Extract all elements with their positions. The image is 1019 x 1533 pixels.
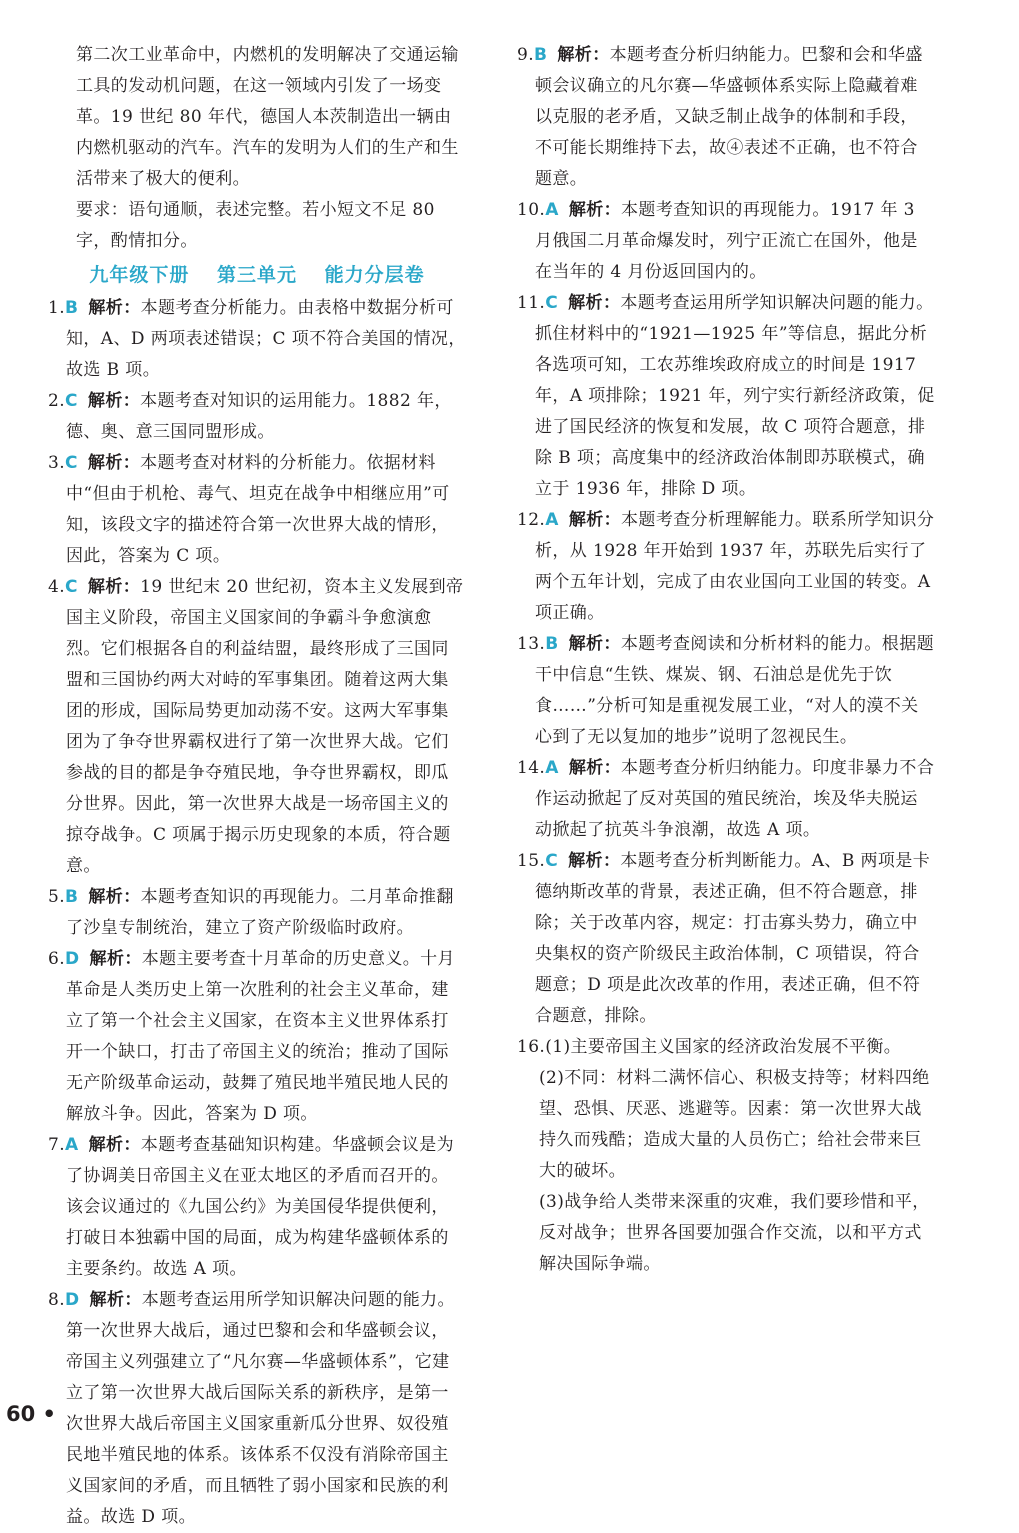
answer-item: 4.C 解析：19 世纪末 20 世纪初，资本主义发展到帝国主义阶段，帝国主义国家间的争霸斗争愈演愈烈。它们根据各自的利益结盟，最终形成了三国同盟和三国协约两大对峙的军事集团。随着这两大集团的形成，国际局势更加动荡不安。这两大军事集团为了争夺世界霸权进行了第一次世界大战。它们参战的目的都是争夺殖民地，争夺世界霸权，即瓜分世界。因此，第一次世界大战是一场帝国主义的掠夺战争。C 项属于揭示历史现象的本质，符合题意。 [48, 577, 464, 876]
answer-letter: A [545, 200, 559, 220]
answer-letter: A [65, 1135, 79, 1155]
answer-letter: C [545, 293, 559, 313]
answer-item-16: 16.(1)主要帝国主义国家的经济政治发展不平衡。 [517, 1037, 902, 1057]
answer-letter: C [65, 453, 78, 473]
answer-item: 5.B 解析：本题考查知识的再现能力。二月革命推翻了沙皇专制统治，建立了资产阶级临时政府。 [48, 887, 454, 938]
answer-item: 2.C 解析：本题考查对知识的运用能力。1882 年，德、奥、意三国同盟形成。 [48, 391, 452, 442]
section-unit: 第三单元 [216, 264, 297, 286]
answer-item: 8.D 解析：本题考查运用所学知识解决问题的能力。第一次世界大战后，通过巴黎和会和华盛顿会议，帝国主义列强建立了“凡尔赛—华盛顿体系”，它建立了第一次世界大战后国际关系的新秩序，是第一次世界大战后帝国主义国家重新瓜分世界、奴役殖民地半殖民地的体系。该体系不仅没有消除帝国主义国家间的矛盾，而且牺牲了弱小国家和民族的利益。故选 D 项。 [48, 1290, 455, 1527]
answer-item: 7.A 解析：本题考查基础知识构建。华盛顿会议是为了协调美日帝国主义在亚太地区的矛盾而召开的。该会议通过的《九国公约》为美国侵华提供便利，打破日本独霸中国的局面，成为构建华盛顿体系的主要条约。故选 A 项。 [48, 1135, 454, 1279]
answer-letter: B [534, 45, 548, 65]
answer-item: 13.B 解析：本题考查阅读和分析材料的能力。根据题干中信息“生铁、煤炭、钢、石油总是优先于饮食……”分析可知是重视发展工业，“对人的漠不关心到了无以复加的地步”说明了忽视民生。 [517, 634, 935, 747]
answer-item: 1.B 解析：本题考查分析能力。由表格中数据分析可知，A、D 两项表述错误；C 项不符合美国的情况，故选 B 项。 [48, 298, 466, 380]
answer-item: 15.C 解析：本题考查分析判断能力。A、B 两项是卡德纳斯改革的背景，表述正确，但不符合题意，排除；关于改革内容，规定：打击寡头势力，确立中央集权的资产阶级民主政治体制，C 项错误，符合题意；D 项是此次改革的作用，表述正确，但不符合题意，排除。 [517, 851, 931, 1026]
q16-part-2: (2)不同：材料二满怀信心、积极支持等；材料四绝望、恐惧、厌恶、逃避等。因素：第一次世界大战持久而残酷；造成大量的人员伤亡；给社会带来巨大的破坏。 [539, 1068, 930, 1181]
section-heading [48, 260, 466, 291]
intro-paragraph: 第二次工业革命中，内燃机的发明解决了交通运输工具的发动机问题，在这一领域内引发了一场变革。19 世纪 80 年代，德国人本茨制造出一辆由内燃机驱动的汽车。汽车的发明为人们的生产和生活带来了极大的便利。 [76, 45, 459, 189]
answer-item: 10.A 解析：本题考查知识的再现能力。1917 年 3 月俄国二月革命爆发时，列宁正流亡在国外，他是在当年的 4 月份返回国内的。 [517, 200, 918, 282]
page-number: 60 • [6, 1402, 56, 1426]
answer-letter: C [65, 577, 78, 597]
answer-item: 14.A 解析：本题考查分析归纳能力。印度非暴力不合作运动掀起了反对英国的殖民统治，埃及华夫脱运动掀起了抗英斗争浪潮，故选 A 项。 [517, 758, 935, 840]
answer-letter: D [65, 949, 80, 969]
left-column [48, 40, 466, 1533]
answer-letter: A [545, 758, 559, 778]
section-title: 能力分层卷 [324, 264, 425, 286]
intro-requirement: 要求：语句通顺，表述完整。若小短文不足 80 字，酌情扣分。 [76, 200, 435, 251]
right-column [517, 40, 935, 1280]
answer-letter: B [65, 298, 79, 318]
answer-letter: C [545, 851, 559, 871]
section-grade: 九年级下册 [89, 264, 190, 286]
q16-part-3: (3)战争给人类带来深重的灾难，我们要珍惜和平，反对战争；世界各国要加强合作交流，以和平方式解决国际争端。 [539, 1192, 930, 1274]
answer-letter: B [545, 634, 559, 654]
answer-letter: A [545, 510, 559, 530]
answer-letter: D [65, 1290, 80, 1310]
answer-item: 11.C 解析：本题考查运用所学知识解决问题的能力。抓住材料中的“1921—1925 年”等信息，据此分析各选项可知，工农苏维埃政府成立的时间是 1917 年，A 项排除；1921 年，列宁实行新经济政策，促进了国民经济的恢复和发展，故 C 项符合题意，排除 B 项；高度集中的经济政治体制即苏联模式，确立于 1936 年，排除 D 项。 [517, 293, 935, 499]
answer-item: 3.C 解析：本题考查对材料的分析能力。依据材料中“但由于机枪、毒气、坦克在战争中相继应用”可知，该段文字的描述符合第一次世界大战的情形，因此，答案为 C 项。 [48, 453, 450, 566]
q16-part-1: (1)主要帝国主义国家的经济政治发展不平衡。 [545, 1037, 902, 1057]
answer-item: 12.A 解析：本题考查分析理解能力。联系所学知识分析，从 1928 年开始到 1937 年，苏联先后实行了两个五年计划，完成了由农业国向工业国的转变。A 项正确。 [517, 510, 935, 623]
answer-letter: C [65, 391, 78, 411]
answer-letter: B [65, 887, 79, 907]
answer-item: 9.B 解析：本题考查分析归纳能力。巴黎和会和华盛顿会议确立的凡尔赛—华盛顿体系实际上隐藏着难以克服的老矛盾，又缺乏制止战争的体制和手段，不可能长期维持下去，故④表述不正确，也不符合题意。 [517, 45, 923, 189]
answer-item: 6.D 解析：本题主要考查十月革命的历史意义。十月革命是人类历史上第一次胜利的社会主义革命，建立了第一个社会主义国家，在资本主义世界体系打开一个缺口，打击了帝国主义的统治；推动了国际无产阶级革命运动，鼓舞了殖民地半殖民地人民的解放斗争。因此，答案为 D 项。 [48, 949, 455, 1124]
